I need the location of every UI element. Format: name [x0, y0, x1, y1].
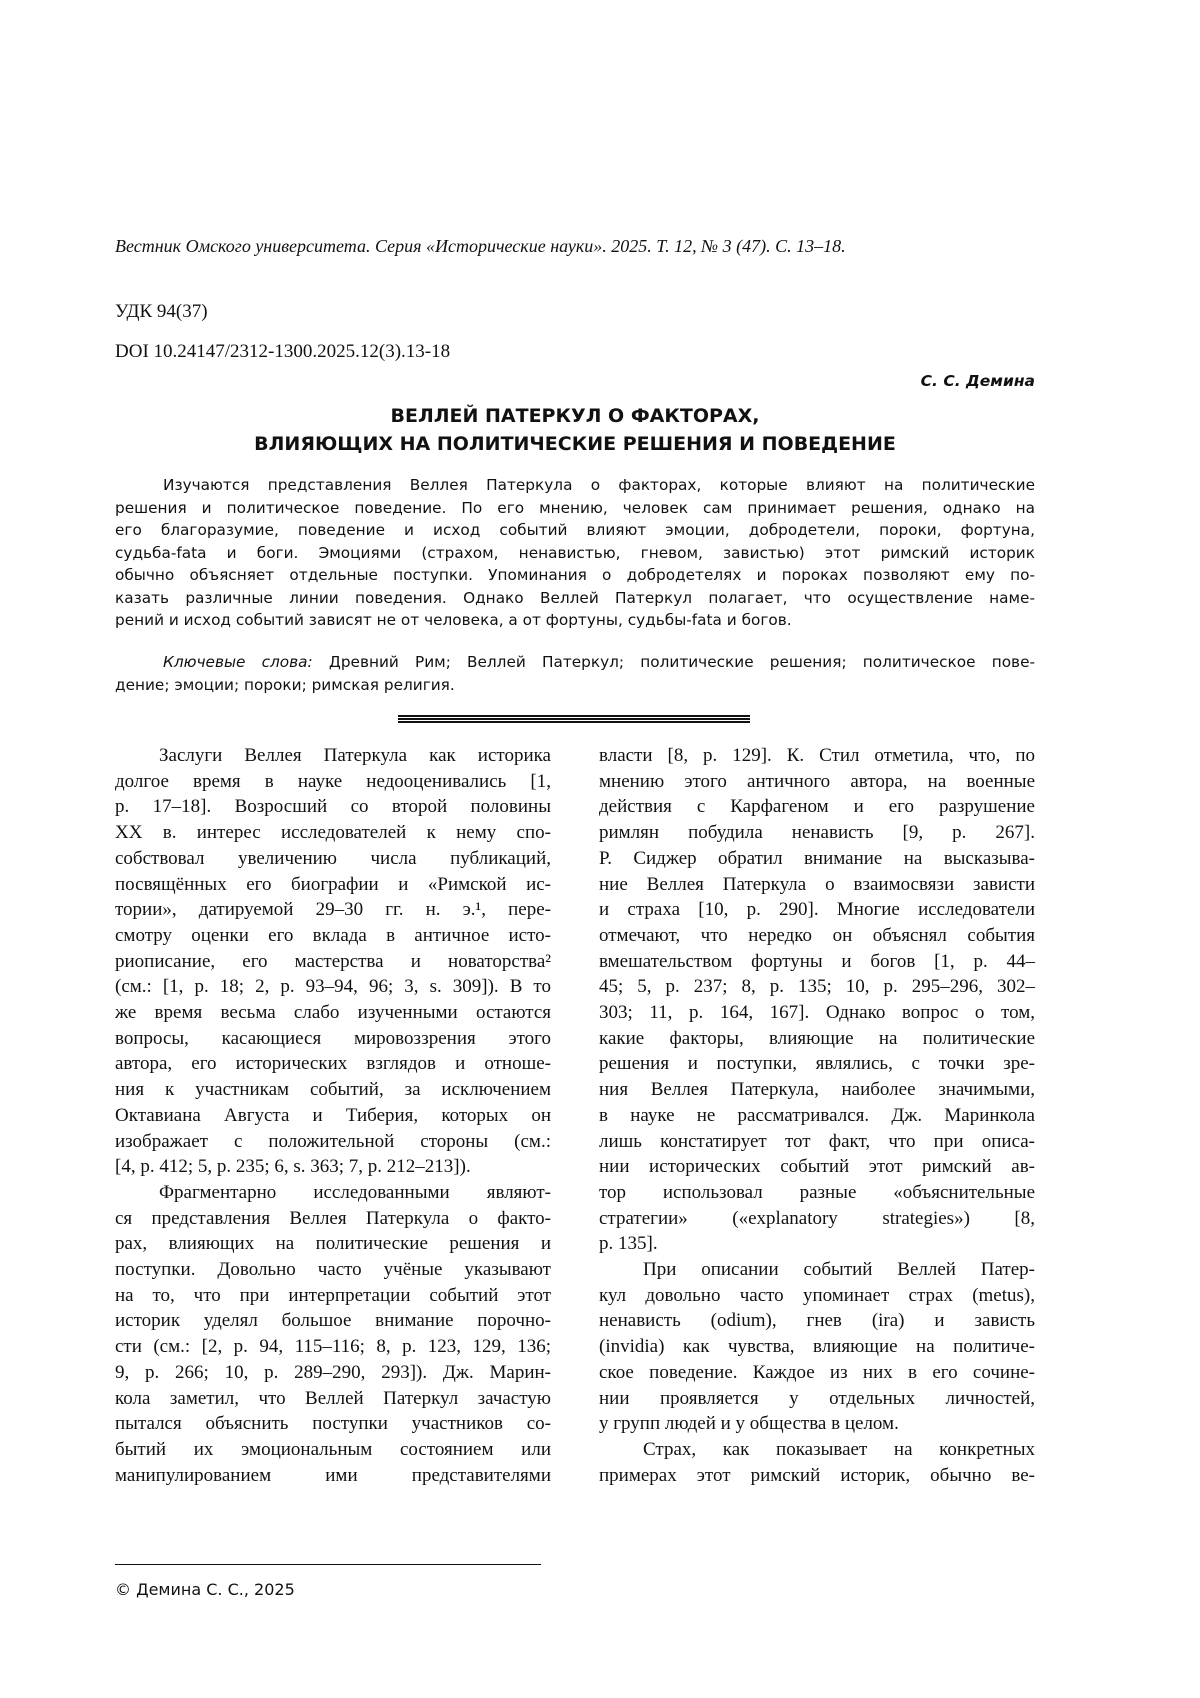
body-line: Фрагментарно исследованными являют- [159, 1181, 551, 1203]
udc-code: УДК 94(37) [115, 301, 208, 322]
section-divider [398, 715, 750, 723]
keywords-label: Ключевые слова: [163, 653, 313, 671]
body-line: римлян побудила ненависть [9, p. 267]. [599, 822, 1035, 844]
body-line: вопросы, касающиеся мировоззрения этого [115, 1027, 551, 1049]
body-line: кул довольно часто упоминает страх (metus), [599, 1284, 1035, 1306]
body-line: вмешательством фортуны и богов [1, p. 44– [599, 950, 1035, 972]
body-column-right [599, 743, 1035, 1488]
body-line: [4, p. 412; 5, p. 235; 6, s. 363; 7, p. 212–213]). [115, 1156, 471, 1178]
body-line: нии исторических событий этот римский ав- [599, 1156, 1035, 1178]
body-line: ния к участникам событий, за исключением [115, 1079, 551, 1101]
body-line: риописание, его мастерства и новаторства² [115, 950, 551, 972]
abstract-line: судьба-fata и боги. Эмоциями (страхом, ненавистью, гневом, завистью) этот римский историк [115, 543, 1035, 562]
body-line: действия с Карфагеном и его разрушение [599, 796, 1035, 818]
doi: DOI 10.24147/2312-1300.2025.12(3).13-18 [115, 341, 451, 362]
body-line: (invidia) как чувства, влияющие на политиче- [599, 1336, 1035, 1358]
body-line: историк уделял большое внимание порочно- [115, 1310, 551, 1332]
keywords-line [115, 651, 1035, 674]
body-line: посвящённых его биографии и «Римской ис- [115, 873, 551, 895]
body-line: Октавиана Августа и Тиберия, которых он [115, 1104, 551, 1126]
abstract-line: казать различные линии поведения. Однако Веллей Патеркул полагает, что осуществление наме- [115, 588, 1035, 607]
keywords-line: дение; эмоции; пороки; римская религия. [115, 675, 455, 694]
body-line: долгое время в науке недооценивались [1, [115, 770, 551, 792]
body-line: мнению этого античного автора, на военные [599, 770, 1035, 792]
body-line: пытался объяснить поступки участников со- [115, 1413, 551, 1435]
keywords-text: Древний Рим; Веллей Патеркул; политические решения; политическое пове- [312, 653, 1036, 671]
body-line: 45; 5, p. 237; 8, p. 135; 10, p. 295–296, 302– [599, 976, 1035, 998]
body-line: 9, p. 266; 10, p. 289–290, 293]). Дж. Марин- [115, 1361, 551, 1383]
body-line: ское поведение. Каждое из них в его сочине- [599, 1361, 1035, 1383]
abstract-line: Изучаются представления Веллея Патеркула о факторах, которые влияют на политические [163, 476, 1035, 494]
body-line: Р. Сиджер обратил внимание на высказыва- [599, 847, 1035, 869]
title-line: ВЛИЯЮЩИХ НА ПОЛИТИЧЕСКИЕ РЕШЕНИЯ И ПОВЕДЕНИЕ [254, 433, 896, 455]
copyright-notice: © Демина С. С., 2025 [115, 1580, 295, 1599]
article-title [115, 402, 1035, 458]
author-name: С. С. Демина [920, 372, 1035, 390]
title-line: ВЕЛЛЕЙ ПАТЕРКУЛ О ФАКТОРАХ, [390, 405, 760, 427]
body-column-left [115, 743, 551, 1488]
body-line: лишь констатирует тот факт, что при описа- [599, 1130, 1035, 1152]
abstract-line: обычно объясняет отдельные поступки. Упоминания о добродетелях и пороках позволяют ему по- [115, 566, 1035, 584]
body-line: 303; 11, p. 164, 167]. Однако вопрос о том, [599, 1002, 1035, 1024]
body-line: сти (см.: [2, p. 94, 115–116; 8, p. 123, 129, 136; [115, 1336, 551, 1358]
body-line: ся представления Веллея Патеркула о факто- [115, 1207, 551, 1229]
body-line: изображает с положительной стороны (см.: [115, 1130, 551, 1152]
body-line: тории», датируемой 29–30 гг. н. э.¹, пере- [115, 899, 551, 921]
body-line: смотру оценки его вклада в античное исто- [115, 924, 551, 946]
body-line: стратегии» («explanatory strategies») [8, [599, 1207, 1035, 1229]
body-line: и страха [10, p. 290]. Многие исследователи [599, 899, 1035, 921]
body-line: власти [8, p. 129]. К. Стил отметила, что, по [599, 745, 1035, 766]
body-line: поступки. Довольно часто учёные указывают [115, 1259, 551, 1281]
body-line: же время весьма слабо изученными остаются [115, 1002, 551, 1024]
body-line: Страх, как показывает на конкретных [643, 1438, 1035, 1460]
body-line: решения и поступки, являлись, с точки зре- [599, 1053, 1035, 1075]
body-line: рах, влияющих на политические решения и [115, 1233, 551, 1255]
abstract-line: его благоразумие, поведение и исход событий влияют эмоции, добродетели, пороки, фортуна, [115, 521, 1035, 539]
body-line: собствовал увеличению числа публикаций, [115, 847, 551, 869]
body-line: бытий их эмоциональным состоянием или [115, 1438, 551, 1460]
body-line: XX в. интерес исследователей к нему спо- [115, 822, 551, 844]
body-line: у групп людей и у общества в целом. [599, 1413, 899, 1435]
body-line: (см.: [1, p. 18; 2, p. 93–94, 96; 3, s. 309]). В то [115, 976, 551, 998]
body-line: на то, что при интерпретации событий этот [115, 1284, 551, 1306]
body-line: тор использовал разные «объяснительные [599, 1181, 1035, 1203]
body-line: какие факторы, влияющие на политические [599, 1027, 1035, 1049]
body-line: в науке не рассматривался. Дж. Маринкола [599, 1104, 1035, 1126]
body-line: отмечают, что нередко он объяснял события [599, 924, 1035, 946]
body-line: При описании событий Веллей Патер- [643, 1259, 1035, 1281]
body-line: нии проявляется у отдельных личностей, [599, 1387, 1035, 1409]
body-line: манипулированием ими представителями [115, 1464, 551, 1486]
body-line: Заслуги Веллея Патеркула как историка [159, 745, 551, 766]
keywords [115, 651, 1035, 696]
abstract-line: решения и политическое поведение. По его мнению, человек сам принимает решения, однако на [115, 498, 1035, 517]
body-line: примерах этот римский историк, обычно ве- [599, 1464, 1035, 1486]
body-line: ния Веллея Патеркула, наиболее значимыми, [599, 1079, 1035, 1101]
body-line: ние Веллея Патеркула о взаимосвязи зависти [599, 873, 1035, 895]
abstract-line: рений и исход событий зависят не от человека, а от фортуны, судьбы-fata и богов. [115, 611, 792, 629]
journal-citation: Вестник Омского университета. Серия «Исторические науки». 2025. Т. 12, № 3 (47). С. 13–18. [115, 236, 846, 256]
body-line: кола заметил, что Веллей Патеркул зачастую [115, 1387, 551, 1409]
body-line: p. 135]. [599, 1233, 658, 1255]
abstract [115, 474, 1035, 632]
body-line: автора, его исторических взглядов и отноше- [115, 1053, 551, 1075]
body-line: ненависть (odium), гнев (ira) и зависть [599, 1310, 1035, 1332]
footnote-rule [115, 1564, 541, 1565]
body-line: p. 17–18]. Возросший со второй половины [115, 796, 551, 818]
